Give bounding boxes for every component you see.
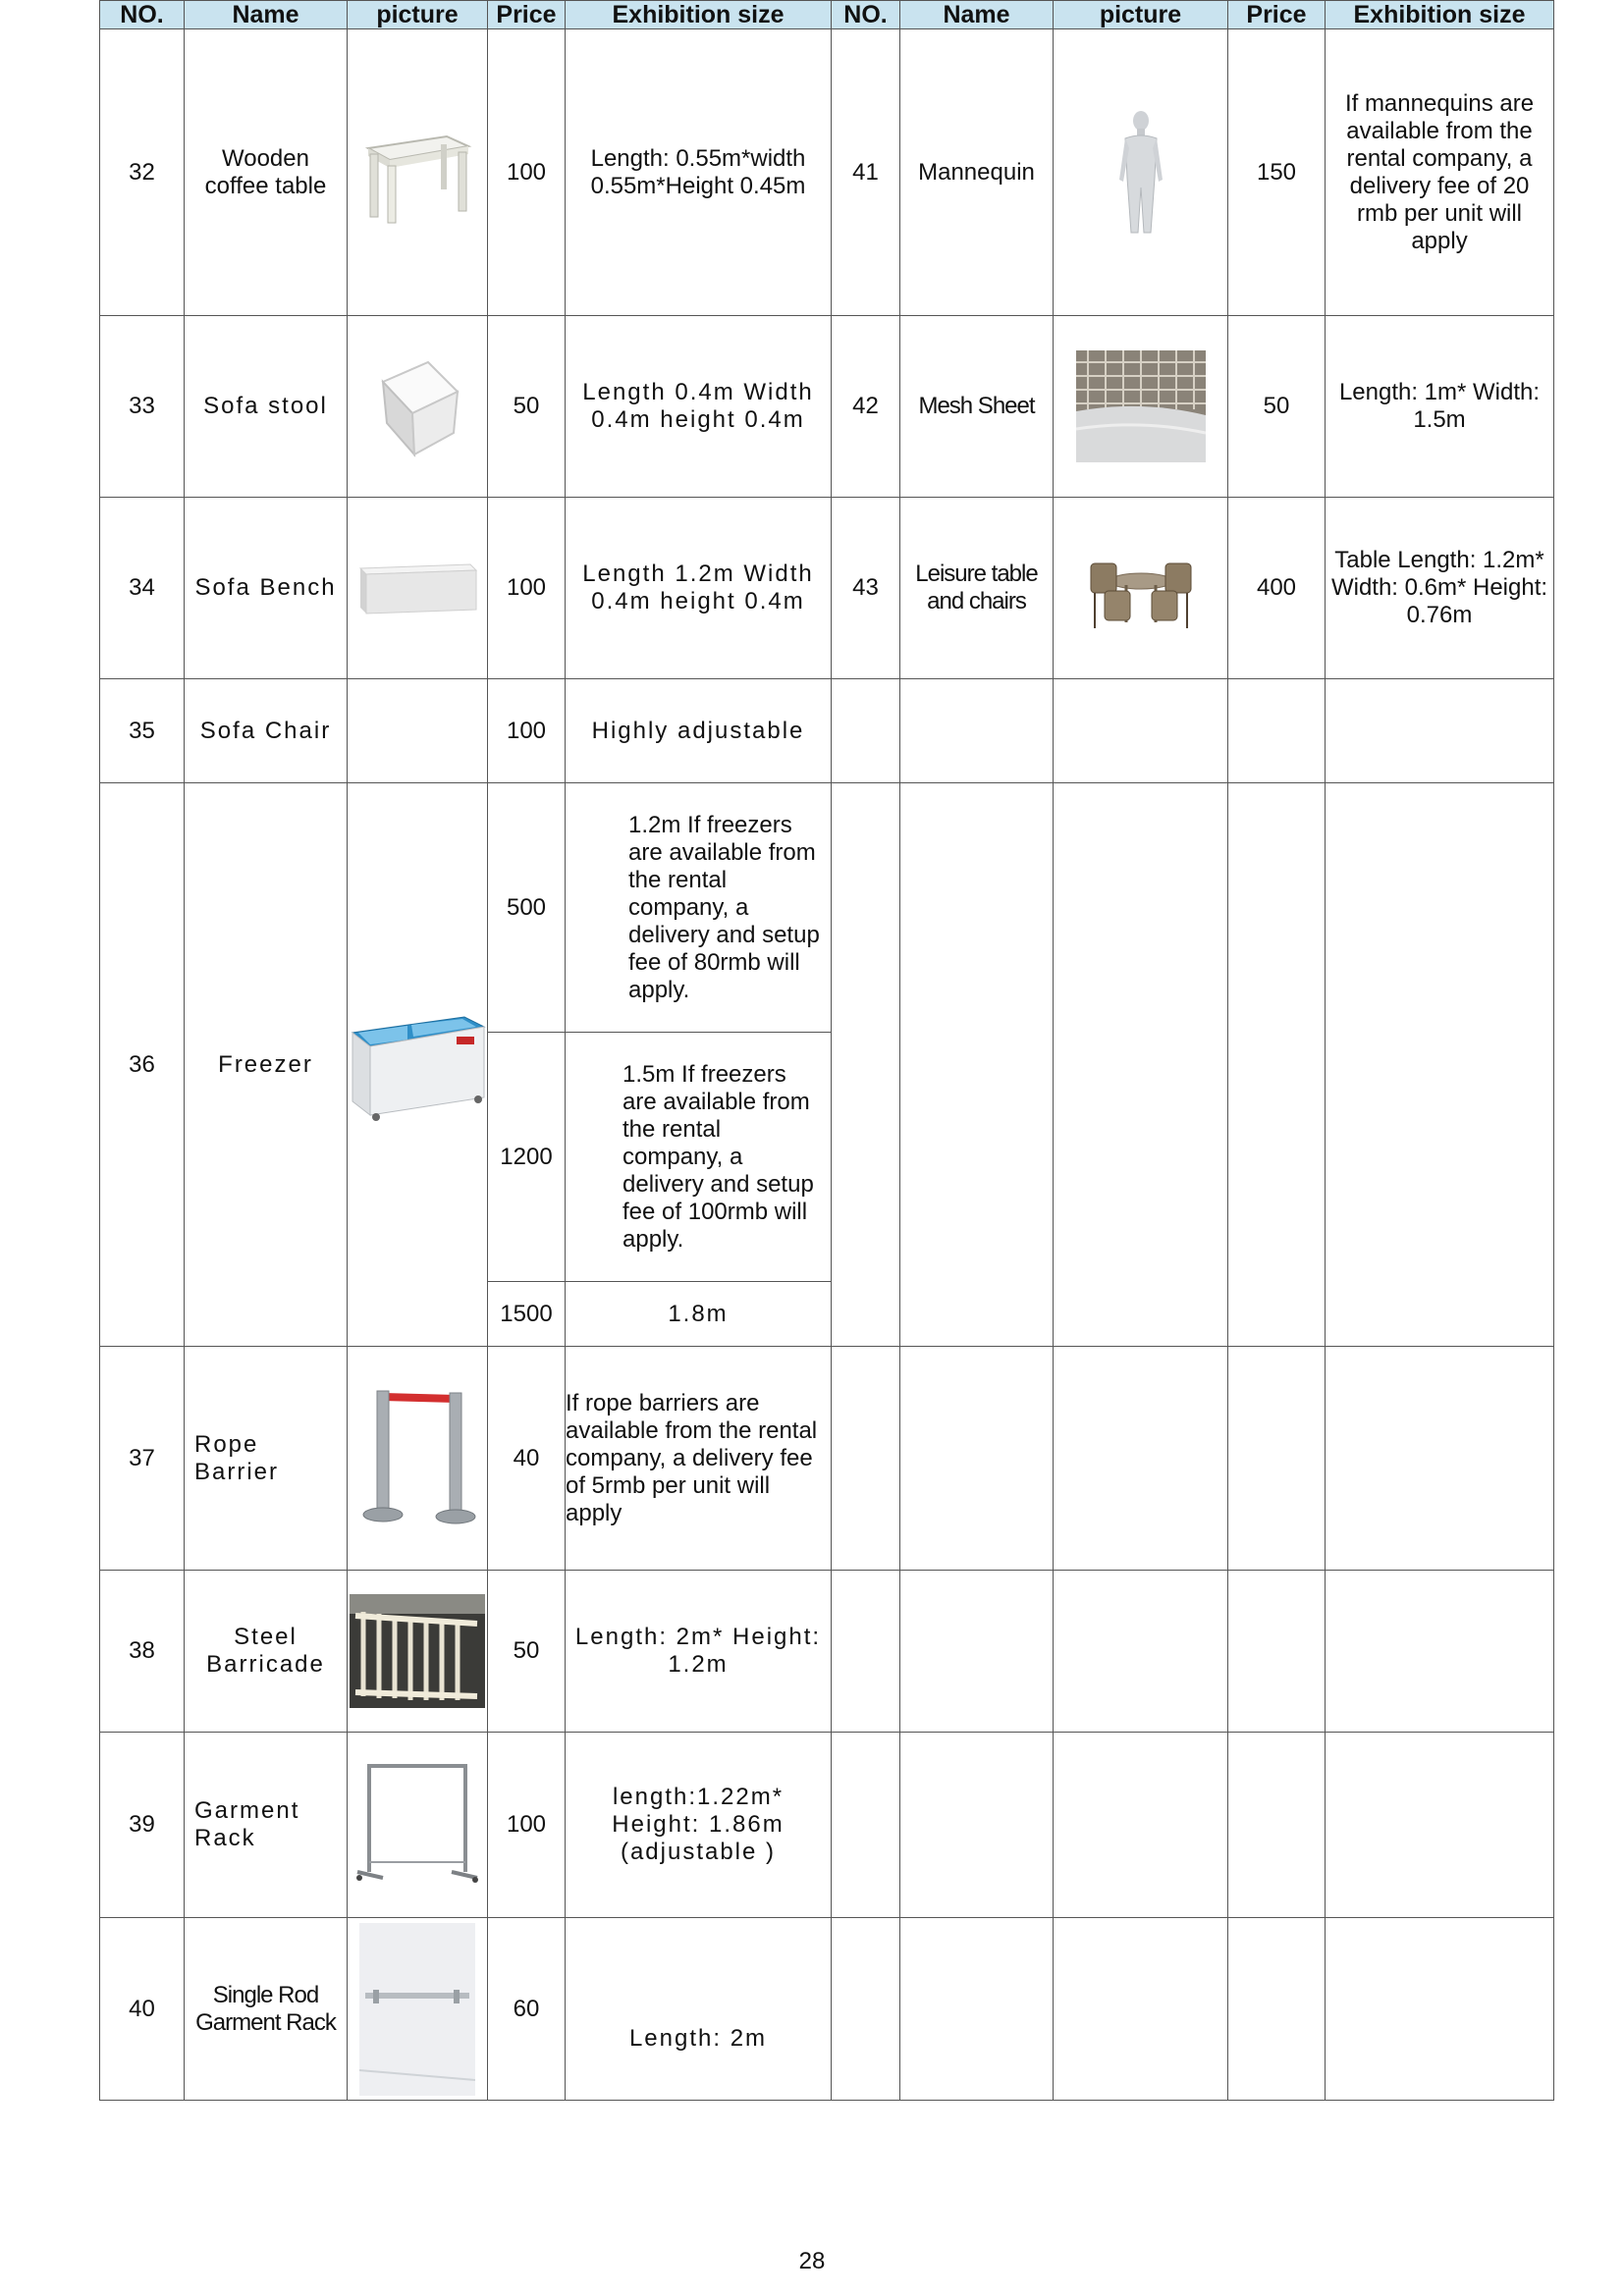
item-price: 50	[488, 316, 566, 498]
item-name: Mannequin	[900, 29, 1054, 316]
table-row	[100, 29, 1554, 316]
item-price: 150	[1228, 29, 1326, 316]
item-size: Length 1.2m Width 0.4m height 0.4m	[566, 498, 832, 679]
item-no: 40	[100, 1918, 185, 2101]
item-price: 50	[488, 1571, 566, 1733]
coffee-table-icon	[358, 119, 476, 227]
header-no: NO.	[100, 1, 185, 29]
table-row	[100, 679, 1554, 783]
item-price: 60	[488, 1918, 566, 2101]
item-picture	[348, 29, 488, 316]
cube-stool-icon	[363, 352, 471, 460]
item-no: 37	[100, 1347, 185, 1571]
item-name: Garment Rack	[185, 1733, 348, 1918]
header-picture-2: picture	[1054, 1, 1228, 29]
item-size: Length: 2m	[566, 1918, 832, 2101]
item-size: If rope barriers are available from the rental company, a delivery fee of 5rmb per unit will apply	[566, 1347, 832, 1571]
item-size: 1.5m If freezers are available from the rental company, a delivery and setup fee of 100rmb will apply.	[566, 1033, 832, 1282]
header-size: Exhibition size	[566, 1, 832, 29]
item-name: Sofa Chair	[185, 679, 348, 783]
header-row	[100, 1, 1554, 29]
item-name: Freezer	[185, 783, 348, 1347]
item-size: Length: 1m* Width: 1.5m	[1326, 316, 1554, 498]
wall-rod-icon	[359, 1923, 475, 2096]
item-price: 100	[488, 679, 566, 783]
bench-icon	[356, 559, 478, 617]
item-picture	[348, 1733, 488, 1918]
freezer-icon	[349, 1007, 486, 1123]
item-no: 32	[100, 29, 185, 316]
header-name: Name	[185, 1, 348, 29]
item-picture	[348, 1347, 488, 1571]
item-no: 34	[100, 498, 185, 679]
item-picture	[348, 679, 488, 783]
item-price: 1500	[488, 1282, 566, 1347]
item-name: Steel Barricade	[185, 1571, 348, 1733]
item-name: Sofa Bench	[185, 498, 348, 679]
item-price: 100	[488, 29, 566, 316]
table-row	[100, 1733, 1554, 1918]
item-name: Single Rod Garment Rack	[185, 1918, 348, 2101]
table-row	[100, 316, 1554, 498]
item-picture	[348, 1918, 488, 2101]
item-no: 42	[832, 316, 900, 498]
barricade-icon	[350, 1594, 485, 1708]
item-size: Highly adjustable	[566, 679, 832, 783]
item-size: If mannequins are available from the rental company, a delivery fee of 20 rmb per unit will apply	[1326, 29, 1554, 316]
item-picture	[348, 1571, 488, 1733]
header-name-2: Name	[900, 1, 1054, 29]
item-size: 1.8m	[566, 1282, 832, 1347]
item-price: 1200	[488, 1033, 566, 1282]
header-no-2: NO.	[832, 1, 900, 29]
table-row	[100, 1347, 1554, 1571]
item-name: Rope Barrier	[185, 1347, 348, 1571]
table-row	[100, 498, 1554, 679]
item-size: Length 0.4m Width 0.4m height 0.4m	[566, 316, 832, 498]
item-size: Length: 2m* Height: 1.2m	[566, 1571, 832, 1733]
item-no: 43	[832, 498, 900, 679]
page-number: 28	[798, 2248, 826, 2274]
item-picture	[1054, 498, 1228, 679]
item-size: Length: 0.55m*width 0.55m*Height 0.45m	[566, 29, 832, 316]
rental-items-table	[99, 0, 1554, 2101]
table-chairs-icon	[1087, 544, 1195, 632]
item-no: 33	[100, 316, 185, 498]
item-name: Sofa stool	[185, 316, 348, 498]
item-price: 50	[1228, 316, 1326, 498]
item-size: length:1.22m* Height: 1.86m (adjustable )	[566, 1733, 832, 1918]
item-picture	[348, 316, 488, 498]
price-list-sheet	[99, 0, 1554, 2101]
item-price: 500	[488, 783, 566, 1033]
item-no: 39	[100, 1733, 185, 1918]
item-no: 38	[100, 1571, 185, 1733]
header-picture: picture	[348, 1, 488, 29]
item-price: 40	[488, 1347, 566, 1571]
item-price: 100	[488, 498, 566, 679]
table-row	[100, 1571, 1554, 1733]
rope-barrier-icon	[353, 1385, 481, 1532]
item-picture	[348, 783, 488, 1347]
table-row	[100, 783, 1554, 1033]
item-size: Table Length: 1.2m* Width: 0.6m* Height: 0.76m	[1326, 498, 1554, 679]
item-price: 100	[488, 1733, 566, 1918]
item-name: Leisure table and chairs	[900, 498, 1054, 679]
table-row	[100, 1918, 1554, 2101]
garment-rack-icon	[353, 1756, 481, 1894]
item-size: 1.2m If freezers are available from the rental company, a delivery and setup fee of 80rmb will apply.	[566, 783, 832, 1033]
item-name: Mesh Sheet	[900, 316, 1054, 498]
header-price: Price	[488, 1, 566, 29]
item-no: 41	[832, 29, 900, 316]
header-size-2: Exhibition size	[1326, 1, 1554, 29]
item-picture	[348, 498, 488, 679]
item-picture	[1054, 29, 1228, 316]
item-no: 36	[100, 783, 185, 1347]
mesh-sheet-icon	[1076, 350, 1206, 462]
item-name: Wooden coffee table	[185, 29, 348, 316]
header-price-2: Price	[1228, 1, 1326, 29]
item-price: 400	[1228, 498, 1326, 679]
item-no: 35	[100, 679, 185, 783]
item-picture	[1054, 316, 1228, 498]
mannequin-icon	[1111, 109, 1170, 237]
